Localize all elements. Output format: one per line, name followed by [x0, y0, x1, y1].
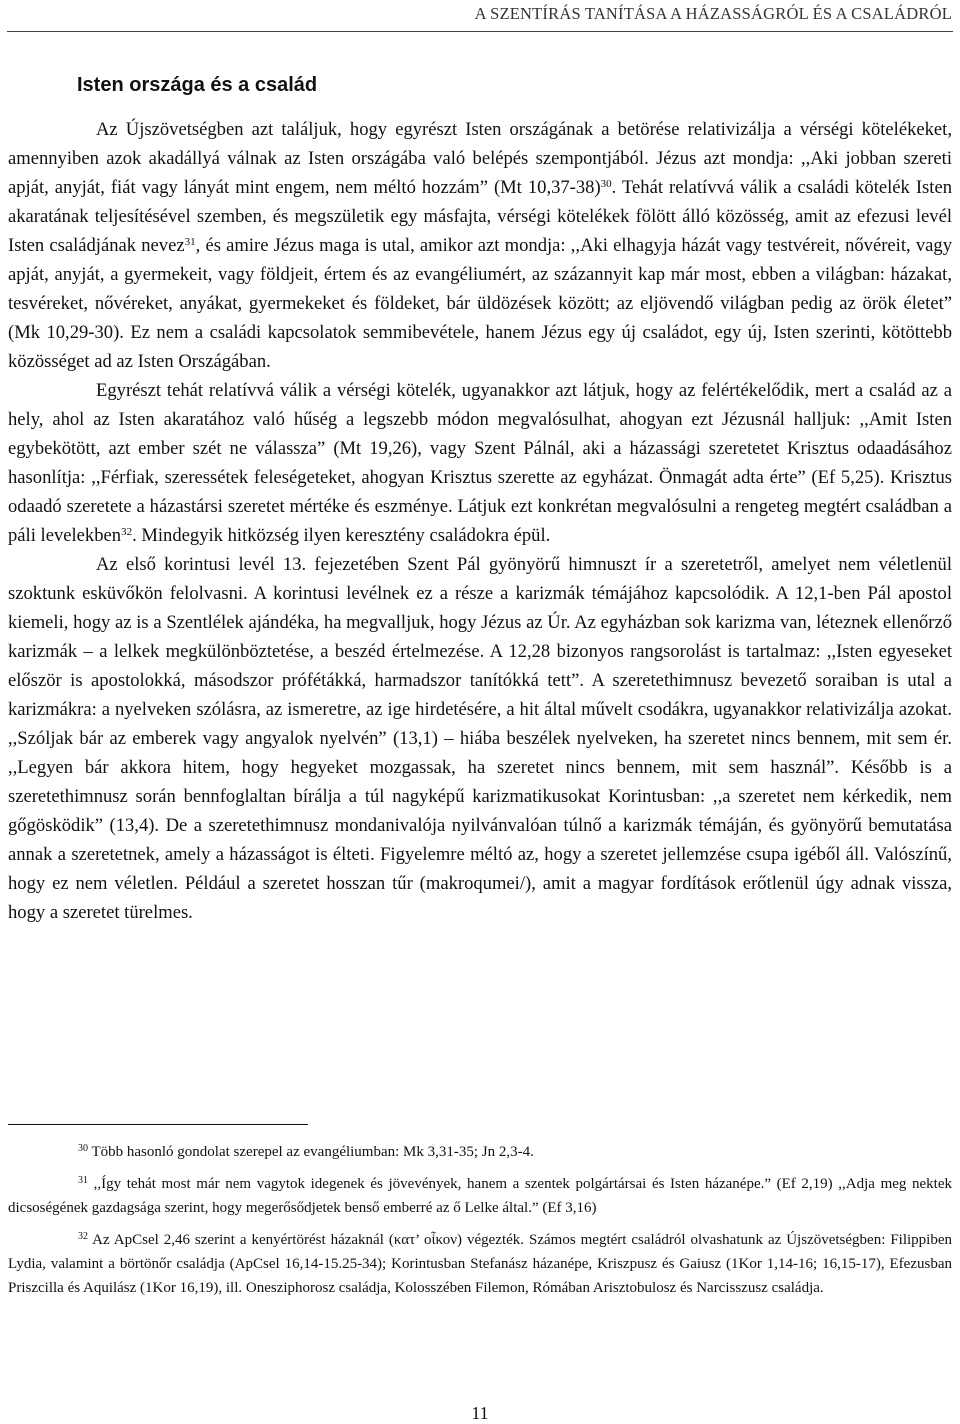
paragraph-1: [8, 115, 952, 376]
paragraph-1-text-b: . Tehát relatívvá válik a családi kötelék Isten akaratának teljesítésével szemben, és megszületik egy másfajta, vérségi kötelékek fölött álló közösség, amit az efezusi levél Isten családjának nevez: [8, 177, 952, 256]
footnote-separator: [8, 1124, 308, 1125]
footnote-number: 30: [78, 1143, 88, 1154]
running-header: A SZENTÍRÁS TANÍTÁSA A HÁZASSÁGRÓL ÉS A CSALÁDRÓL: [474, 4, 952, 23]
body-text: [8, 115, 952, 927]
footnote-ref-30: 30: [600, 178, 612, 190]
footnote-text: Az ApCsel 2,46 szerint a kenyértörést házaknál (κατ’ οἶκον) végezték. Számos megtért családról olvashatunk az Újszövetségben: Filippiben Lydia, valamint a börtönőr családja (ApCsel 16,14-15.25-34); Korintusban Stefanász házanépe, Kriszpusz és Gaiusz (1Kor 1,14-16; 16,15-17), Efezusban Priszcilla és Aquilász (1Kor 16,19), ill. Onesziphorosz családja, Kolosszében Filemon, Rómában Arisztobulosz és Narcisszusz családja.: [8, 1232, 952, 1296]
paragraph-1-text-c: , és amire Jézus maga is utal, amikor azt mondja: ,,Aki elhagyja házát vagy testvéreit, nővéreit, vagy apját, anyját, a gyermekeit, vagy földjeit, értem és az evangéliumért, az százannyit kap már most, ebben a világban: házakat, tesvéreket, nővéreket, anyákat, gyermekeket és földeket, bár üldözések között; az eljövendő világban pedig az örök életet” (Mk 10,29-30). Ez nem a családi kapcsolatok semmibevétele, hanem Jézus egy új családot, egy új, Isten szerinti, kötöttebb közösséget ad az Isten Országában.: [8, 235, 952, 372]
footnote-32: [8, 1228, 952, 1300]
paragraph-1-text-a: Az Újszövetségben azt találjuk, hogy egyrészt Isten országának a betörése relativizálja a vérségi kötelékeket, amennyiben azok akadállyá válnak az Isten országába való belépés szempontjából. Jézus azt mondja: ,,Aki jobban szereti apját, anyját, fiát vagy lányát mint engem, nem méltó hozzám” (Mt 10,37-38): [8, 119, 952, 198]
footnote-30: [8, 1140, 952, 1164]
page-number: 11: [471, 1403, 489, 1423]
footnote-ref-31: 31: [184, 236, 196, 248]
footnote-31: [8, 1172, 952, 1220]
section-title: Isten országa és a család: [77, 74, 318, 96]
paragraph-3: Az első korintusi levél 13. fejezetében Szent Pál gyönyörű himnuszt ír a szeretetről, amelyet nem véletlenül szoktunk esküvőkön felolvasni. A korintusi levélnek ez a része a karizmák témájához kapcsolódik. A 12,1-ben Pál apostol kiemeli, hogy az is a Szentlélek ajándéka, ha megvalljuk, hogy Jézus az Úr. Az egyházban sok karizma van, léteznek ellenőrző karizmák – a lelkek megkülönböztetése, a beszéd értelmezése. A 12,28 bizonyos rangsorolást is tartalmaz: ,,Isten egyeseket először is apostolokká, másodszor prófétákká, harmadszor tanítókká tett”. A szeretethimnusz bevezető soraiban is utal a karizmákra: a nyelveken szólásra, az ismeretre, az ige hirdetésére, a hit által művelt csodákra, ugyanakkor relativizálja azokat. ,,Szóljak bár az emberek vagy angyalok nyelvén” (13,1) – hiába beszélek nyelveken, ha szeretet nincs bennem, mit sem ér. ,,Legyen bár akkora hitem, hogy hegyeket mozgassak, ha szeretet nincs bennem, mit sem használ”. Később is a szeretethimnusz során bennfoglaltan bírálja a túl nagyképű karizmatikusokat Korintusban: ,,a szeretet nem kérkedik, nem gőgösködik” (13,4). De a szeretethimnusz mondanivalója nyilvánvalóan túlnő a karizmák témáján, és gyönyörű bemutatása annak a szeretetnek, amely a házasságot is élteti. Figyelemre méltó az, hogy a szeretet jellemzése csupa igéből áll. Valószínű, hogy ez nem véletlen. Például a szeretet hosszan tűr (makroqumei/), amit a magyar fordítások erőtlenül úgy adnak vissza, hogy a szeretet türelmes.: [8, 554, 952, 923]
footnote-text: ,,Így tehát most már nem vagytok idegenek és jövevények, hanem a szentek polgártársai és Isten házanépe.” (Ef 2,19) ,,Adja meg nektek dicsoségének gazdagsága szerint, hogy megerősődjetek benső emberré az ő Lelke által.” (Ef 3,16): [8, 1176, 953, 1216]
footnote-text: Több hasonló gondolat szerepel az evangéliumban: Mk 3,31-35; Jn 2,3-4.: [91, 1144, 534, 1160]
footnote-number: 31: [78, 1175, 88, 1186]
footnote-ref-32: 32: [121, 526, 133, 538]
footnote-number: 32: [78, 1231, 88, 1242]
paragraph-2: [8, 376, 952, 550]
footnotes: [8, 1140, 952, 1308]
paragraph-2-text-b: . Mindegyik hitközség ilyen keresztény családokra épül.: [132, 525, 551, 546]
header-rule: [7, 31, 953, 32]
paragraph-2-text-a: Egyrészt tehát relatívvá válik a vérségi kötelék, ugyanakkor azt látjuk, hogy az felértékelődik, mert a család az a hely, ahol az Isten akaratához való hűség a legszebb módon megvalósulhat, ahogyan ezt Jézusnál halljuk: ,,Amit Isten egybekötött, azt ember szét ne válassza” (Mt 19,26), vagy Szent Pálnál, aki a házassági szeretetet Krisztus odaadásához hasonlítja: ,,Férfiak, szeressétek feleségeteket, ahogyan Krisztus szerette az egyházat. Önmagát adta érte” (Ef 5,25). Krisztus odaadó szeretete a házastársi szeretet mértéke és eszménye. Látjuk ezt konkrétan megvalósulni a rengeteg megtért családban a páli levelekben: [8, 380, 952, 546]
